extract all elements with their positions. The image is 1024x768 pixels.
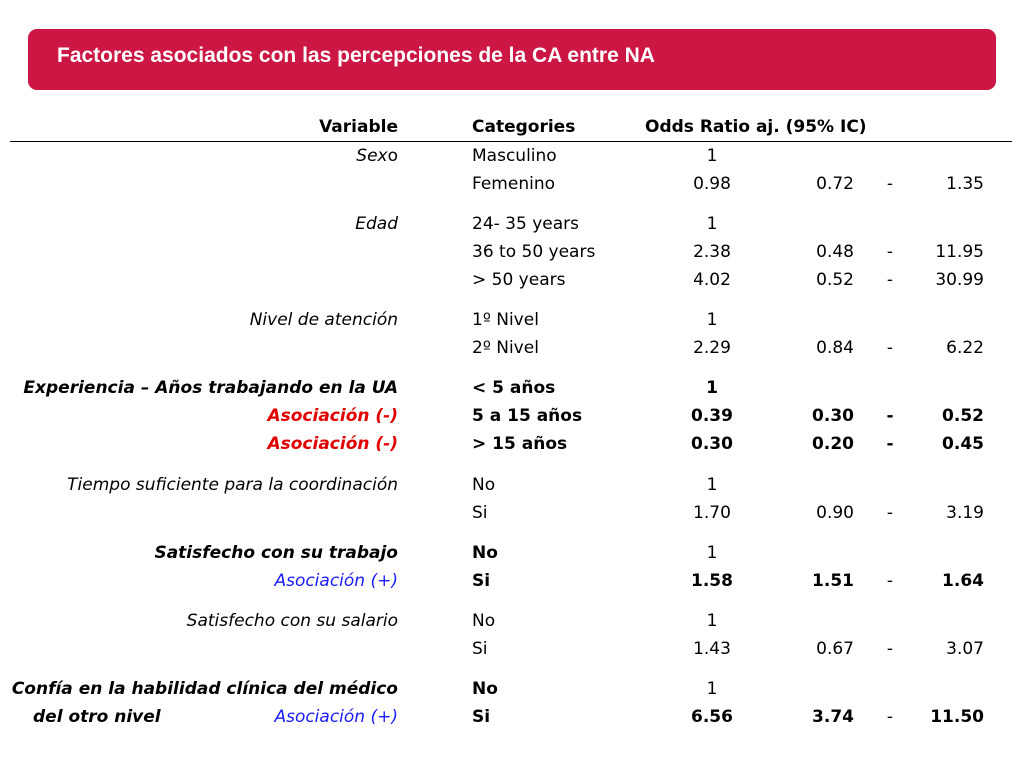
ci-lower-cell: 0.20	[812, 434, 854, 454]
ci-upper-cell: 1.64	[942, 571, 984, 591]
category-cell: > 15 años	[472, 434, 568, 454]
category-cell: 5 a 15 años	[472, 406, 583, 426]
table-row	[0, 171, 1024, 197]
variable-sex-suffix: o	[387, 146, 398, 166]
table-row	[0, 540, 1024, 566]
odds-ratio-cell: 0.39	[691, 406, 733, 426]
ci-separator: -	[886, 174, 894, 194]
ci-separator: -	[886, 242, 894, 262]
category-cell: 1º Nivel	[472, 310, 539, 330]
odds-ratio-cell: 2.29	[693, 338, 731, 358]
table-header	[0, 117, 1024, 141]
table-row	[0, 431, 1024, 457]
odds-ratio-cell: 1	[706, 378, 718, 398]
table-row	[0, 636, 1024, 662]
variable-label: Nivel de atención	[249, 310, 398, 330]
odds-ratio-cell: 1	[706, 475, 718, 495]
table-row	[0, 239, 1024, 265]
table-row	[0, 608, 1024, 634]
table-row	[0, 375, 1024, 401]
category-cell: Si	[472, 571, 491, 591]
page-title: Factores asociados con las percepciones de la CA entre NA	[57, 43, 655, 67]
header-rule	[10, 141, 1012, 142]
table-row	[0, 267, 1024, 293]
odds-ratio-cell: 2.38	[693, 242, 731, 262]
category-cell: > 50 years	[472, 270, 566, 290]
variable-label: Confía en la habilidad clínica del médico	[11, 679, 398, 699]
odds-ratio-cell: 1	[706, 146, 718, 166]
ci-separator: -	[886, 639, 894, 659]
variable-label: Experiencia – Años trabajando en la UA	[23, 378, 398, 398]
ci-upper-cell: 11.95	[935, 242, 984, 262]
variable-label: Edad	[355, 214, 398, 234]
odds-ratio-cell: 1	[706, 543, 718, 563]
ci-upper-cell: 30.99	[935, 270, 984, 290]
category-cell: < 5 años	[472, 378, 556, 398]
variable-label: Satisfecho con su trabajo	[154, 543, 398, 563]
ci-lower-cell: 0.67	[816, 639, 854, 659]
variable-label: Tiempo suficiente para la coordinación	[67, 475, 398, 495]
table-row	[0, 211, 1024, 237]
odds-ratio-cell: 0.98	[693, 174, 731, 194]
table-row	[0, 676, 1024, 702]
category-cell: No	[472, 475, 496, 495]
ci-separator: -	[886, 434, 894, 454]
ci-lower-cell: 0.90	[816, 503, 854, 523]
variable-sex: Sex	[356, 146, 388, 166]
category-cell: No	[472, 543, 498, 563]
variable-label-continued: del otro nivel	[33, 707, 161, 727]
table-row	[0, 403, 1024, 429]
association-negative-label: Asociación (-)	[267, 434, 398, 454]
category-cell: No	[472, 679, 498, 699]
association-negative-label: Asociación (-)	[267, 406, 398, 426]
ci-upper-cell: 3.19	[946, 503, 984, 523]
ci-upper-cell: 1.35	[946, 174, 984, 194]
table-row	[0, 335, 1024, 361]
ci-upper-cell: 11.50	[930, 707, 984, 727]
ci-separator: -	[886, 338, 894, 358]
category-cell: Si	[472, 639, 488, 659]
odds-ratio-cell: 0.30	[691, 434, 733, 454]
table-row	[0, 307, 1024, 333]
header-variable: Variable	[319, 117, 398, 137]
association-positive-label: Asociación (+)	[274, 707, 398, 727]
header-odds-ratio: Odds Ratio aj. (95% IC)	[645, 117, 867, 137]
ci-upper-cell: 6.22	[946, 338, 984, 358]
odds-ratio-cell: 1.43	[693, 639, 731, 659]
category-cell: Femenino	[472, 174, 555, 194]
odds-ratio-cell: 1.70	[693, 503, 731, 523]
ci-lower-cell: 3.74	[812, 707, 854, 727]
category-cell: Masculino	[472, 146, 557, 166]
category-cell: 36 to 50 years	[472, 242, 596, 262]
category-cell: Si	[472, 503, 488, 523]
ci-separator: -	[886, 571, 894, 591]
odds-ratio-cell: 1	[706, 611, 718, 631]
odds-ratio-cell: 1	[706, 679, 718, 699]
odds-ratio-cell: 4.02	[693, 270, 731, 290]
variable-label	[356, 143, 398, 169]
ci-separator: -	[886, 406, 894, 426]
ci-upper-cell: 0.45	[942, 434, 984, 454]
category-cell: 24- 35 years	[472, 214, 579, 234]
odds-ratio-cell: 6.56	[691, 707, 733, 727]
ci-separator: -	[886, 707, 894, 727]
ci-upper-cell: 0.52	[942, 406, 984, 426]
header-categories: Categories	[472, 117, 576, 137]
ci-lower-cell: 0.48	[816, 242, 854, 262]
odds-ratio-cell: 1.58	[691, 571, 733, 591]
ci-lower-cell: 0.30	[812, 406, 854, 426]
category-cell: 2º Nivel	[472, 338, 539, 358]
odds-ratio-cell: 1	[706, 214, 718, 234]
ci-lower-cell: 0.72	[816, 174, 854, 194]
table-row	[0, 704, 1024, 730]
category-cell: No	[472, 611, 496, 631]
table-row	[0, 472, 1024, 498]
ci-upper-cell: 3.07	[946, 639, 984, 659]
table-row	[0, 568, 1024, 594]
ci-lower-cell: 0.52	[816, 270, 854, 290]
ci-separator: -	[886, 503, 894, 523]
table-row	[0, 500, 1024, 526]
table-row	[0, 143, 1024, 169]
variable-label: Satisfecho con su salario	[186, 611, 398, 631]
association-positive-label: Asociación (+)	[274, 571, 398, 591]
ci-lower-cell: 0.84	[816, 338, 854, 358]
category-cell: Si	[472, 707, 491, 727]
ci-separator: -	[886, 270, 894, 290]
ci-lower-cell: 1.51	[812, 571, 854, 591]
odds-ratio-cell: 1	[706, 310, 718, 330]
